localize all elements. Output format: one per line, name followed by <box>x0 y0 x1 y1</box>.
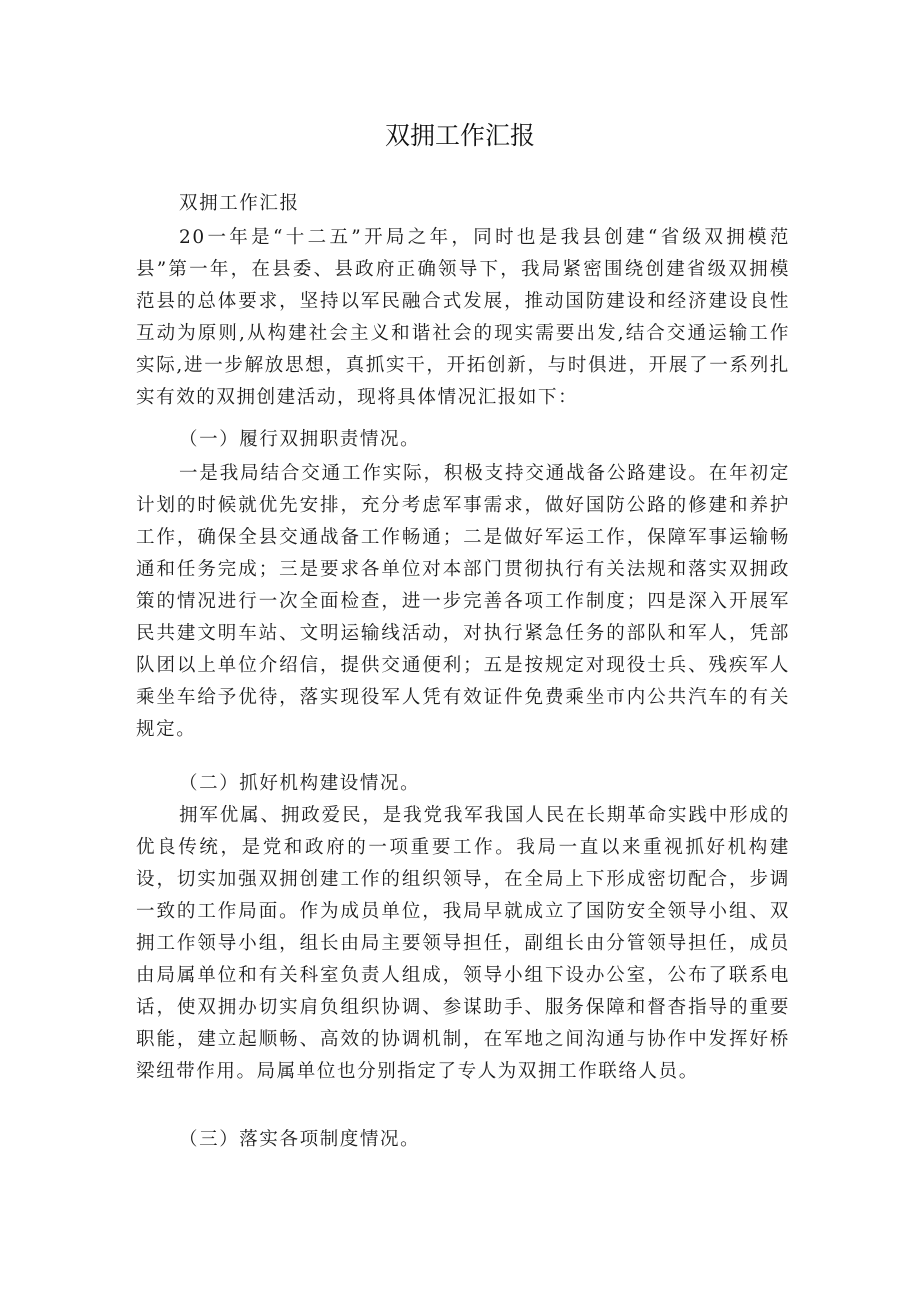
section-3-heading: （三）落实各项制度情况。 <box>179 1129 421 1150</box>
section-2-heading: （二）抓好机构建设情况。 <box>179 773 421 794</box>
section-1-paragraph: 一是我局结合交通工作实际，积极支持交通战备公路建设。在年初定计划的时候就优先安排，充分考虑军事需求，做好国防公路的修建和养护工作，确保全县交通战备工作畅通；二是做好军运工作，保障军事运输畅通和任务完成；三是要求各单位对本部门贯彻执行有关法规和落实双拥政策的情况进行一次全面检查，进一步完善各项工作制度；四是深入开展军民共建文明车站、文明运输线活动，对执行紧急任务的部队和军人，凭部队团以上单位介绍信，提供交通便利；五是按规定对现役士兵、残疾军人乘坐车给予优待，落实现役军人凭有效证件免费乘坐市内公共汽车的有关规定。 <box>136 463 790 740</box>
section-1-heading: （一）履行双拥职责情况。 <box>179 429 421 450</box>
document-title: 双拥工作汇报 <box>384 121 535 150</box>
section-2-paragraph: 拥军优属、拥政爱民，是我党我军我国人民在长期革命实践中形成的优良传统，是党和政府的一项重要工作。我局一直以来重视抓好机构建设，切实加强双拥创建工作的组织领导，在全局上下形成密切配合，步调一致的工作局面。作为成员单位，我局早就成立了国防安全领导小组、双拥工作领导小组，组长由局主要领导担任，副组长由分管领导担任，成员由局属单位和有关科室负责人组成，领导小组下设办公室，公布了联系电话，使双拥办切实肩负组织协调、参谋助手、服务保障和督杳指导的重要职能，建立起顺畅、高效的协调机制，在军地之间沟通与协作中发挥好桥梁纽带作用。局属单位也分别指定了专人为双拥工作联络人员。 <box>136 805 790 1082</box>
intro-paragraph: 20一年是“十二五”开局之年，同时也是我县创建“省级双拥模范县”第一年，在县委、县政府正确领导下，我局紧密围绕创建省级双拥模范县的总体要求，坚持以军民融合式发展，推动国防建设和经济建设良性互动为原则,从构建社会主义和谐社会的现实需要出发,结合交通运输工作实际,进一步解放思想，真抓实干，开拓创新，与时俱进，开展了一系列扎实有效的双拥创建活动，现将具体情况汇报如下： <box>136 227 790 408</box>
document-subtitle: 双拥工作汇报 <box>179 193 300 214</box>
